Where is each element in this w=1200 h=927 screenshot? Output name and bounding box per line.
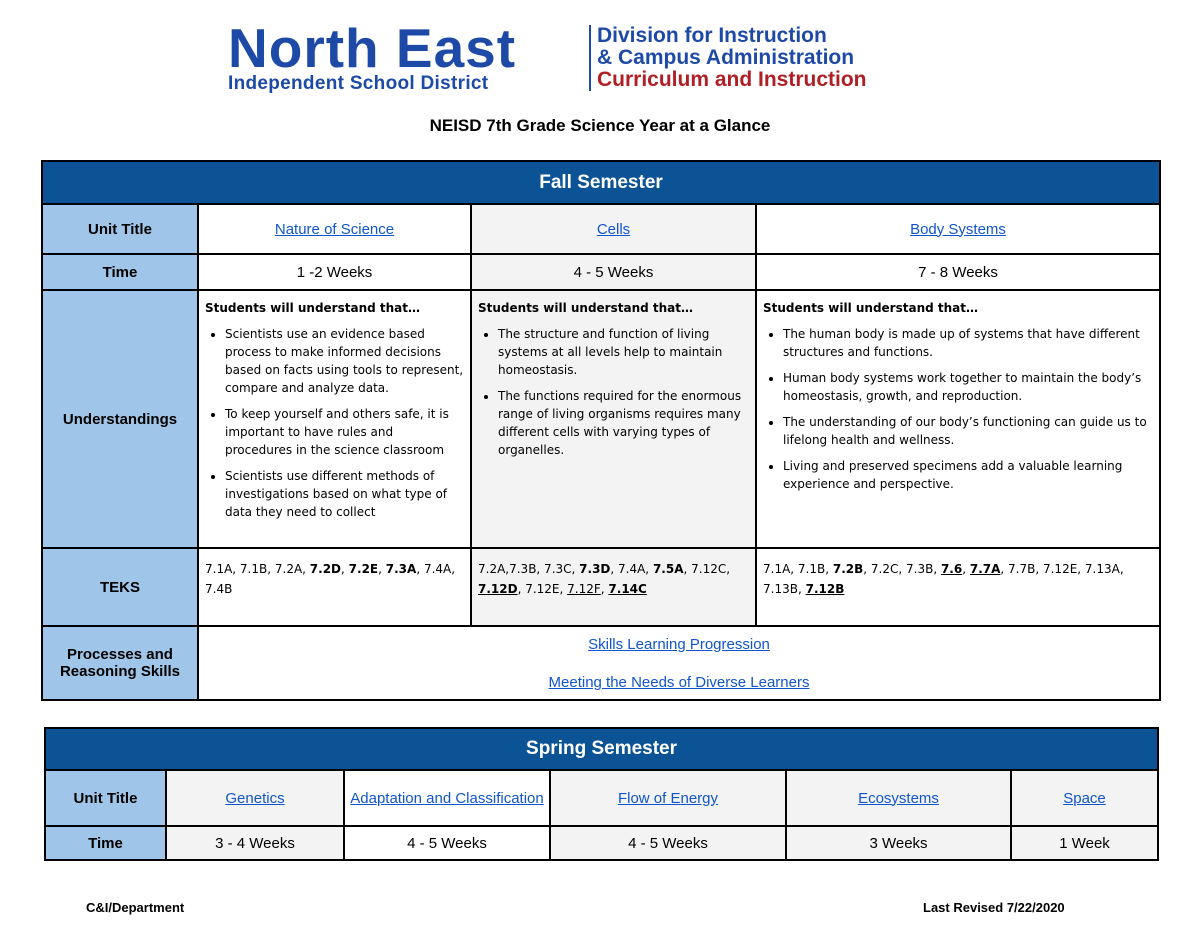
understandings-body-systems bbox=[756, 290, 1160, 548]
process-links-cell bbox=[198, 626, 1160, 700]
understandings-label: Understandings bbox=[42, 290, 198, 548]
fall-semester-table bbox=[41, 160, 1161, 701]
processes-label: Processes and Reasoning Skills bbox=[42, 626, 198, 700]
unit-title-label: Unit Title bbox=[42, 204, 198, 254]
logo-division-line1: Division for Instruction bbox=[597, 24, 827, 47]
unit-link-cells[interactable]: Cells bbox=[471, 204, 756, 254]
logo-district-name: Independent School District bbox=[228, 73, 489, 94]
list-item: • The human body is made up of systems that have different structures and functions. bbox=[783, 325, 1153, 361]
unit-link-body-systems[interactable]: Body Systems bbox=[756, 204, 1160, 254]
logo-north-east: North East bbox=[228, 17, 517, 79]
understandings-lead: Students will understand that… bbox=[478, 301, 693, 315]
time-label: Time bbox=[45, 826, 166, 860]
time-genetics: 3 - 4 Weeks bbox=[166, 826, 344, 860]
spring-semester-header: Spring Semester bbox=[45, 728, 1158, 770]
footer-department: C&I/Department bbox=[86, 900, 185, 915]
unit-link-ecosystems[interactable]: Ecosystems bbox=[786, 770, 1011, 826]
time-ecosystems: 3 Weeks bbox=[786, 826, 1011, 860]
diverse-learners-link[interactable]: Meeting the Needs of Diverse Learners bbox=[548, 673, 810, 691]
unit-link-space[interactable]: Space bbox=[1011, 770, 1158, 826]
district-logo bbox=[228, 17, 948, 98]
time-label: Time bbox=[42, 254, 198, 290]
list-item: • To keep yourself and others safe, it is important to have rules and procedures in the science classroom bbox=[225, 405, 464, 459]
teks-label: TEKS bbox=[42, 548, 198, 626]
time-adaptation-classification: 4 - 5 Weeks bbox=[344, 826, 550, 860]
logo-division-line2: & Campus Administration bbox=[597, 46, 855, 69]
list-item: • Scientists use different methods of investigations based on what type of data they need to collect bbox=[225, 467, 464, 521]
teks-nature-of-science: 7.1A, 7.1B, 7.2A, 7.2D, 7.2E, 7.3A, 7.4A, 7.4B bbox=[198, 548, 471, 626]
logo-division-line3: Curriculum and Instruction bbox=[597, 68, 867, 91]
understandings-lead: Students will understand that… bbox=[205, 301, 420, 315]
teks-cells: 7.2A,7.3B, 7.3C, 7.3D, 7.4A, 7.5A, 7.12C, 7.12D, 7.12E, 7.12F, 7.14C bbox=[471, 548, 756, 626]
unit-link-nature-of-science[interactable]: Nature of Science bbox=[198, 204, 471, 254]
list-item: • The structure and function of living systems at all levels help to maintain homeostasis. bbox=[498, 325, 749, 379]
unit-link-genetics[interactable]: Genetics bbox=[166, 770, 344, 826]
spring-semester-table bbox=[44, 727, 1159, 861]
understandings-nature-of-science bbox=[198, 290, 471, 548]
understandings-cells bbox=[471, 290, 756, 548]
page-title: NEISD 7th Grade Science Year at a Glance bbox=[429, 116, 771, 135]
list-item: • Living and preserved specimens add a valuable learning experience and perspective. bbox=[783, 457, 1153, 493]
unit-link-flow-of-energy[interactable]: Flow of Energy bbox=[550, 770, 786, 826]
list-item: • The understanding of our body’s functioning can guide us to lifelong health and wellness. bbox=[783, 413, 1153, 449]
list-item: • Scientists use an evidence based process to make informed decisions based on facts using tools to represent, compare and analyze data. bbox=[225, 325, 464, 397]
understandings-lead: Students will understand that… bbox=[763, 301, 978, 315]
time-space: 1 Week bbox=[1011, 826, 1158, 860]
time-flow-of-energy: 4 - 5 Weeks bbox=[550, 826, 786, 860]
skills-learning-progression-link[interactable]: Skills Learning Progression bbox=[588, 635, 770, 653]
unit-link-adaptation-classification[interactable]: Adaptation and Classification bbox=[344, 770, 550, 826]
logo-divider bbox=[589, 25, 591, 91]
footer-last-revised: Last Revised 7/22/2020 bbox=[923, 900, 1065, 915]
list-item: • The functions required for the enormous range of living organisms requires many different cells with varying types of organelles. bbox=[498, 387, 749, 459]
list-item: • Human body systems work together to maintain the body’s homeostasis, growth, and reproduction. bbox=[783, 369, 1153, 405]
unit-title-label: Unit Title bbox=[45, 770, 166, 826]
time-cells: 4 - 5 Weeks bbox=[471, 254, 756, 290]
time-nature-of-science: 1 -2 Weeks bbox=[198, 254, 471, 290]
teks-body-systems: 7.1A, 7.1B, 7.2B, 7.2C, 7.3B, 7.6, 7.7A, 7.7B, 7.12E, 7.13A, 7.13B, 7.12B bbox=[756, 548, 1160, 626]
time-body-systems: 7 - 8 Weeks bbox=[756, 254, 1160, 290]
fall-semester-header: Fall Semester bbox=[42, 161, 1160, 204]
